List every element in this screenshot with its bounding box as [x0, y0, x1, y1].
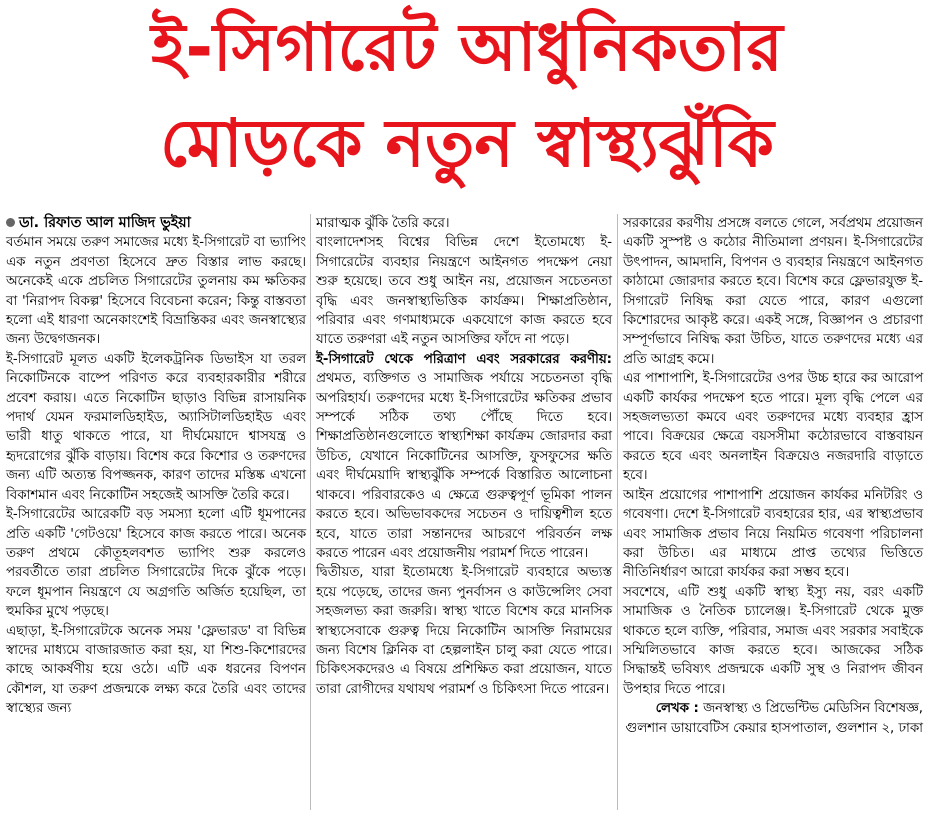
paragraph [316, 350, 612, 563]
paragraph: বর্তমান সময়ে তরুণ সমাজের মধ্যে ই-সিগারেট বা ভ্যাপিং এক নতুন প্রবণতা হিসেবে দ্রুত বিস্তার লাভ করছে। অনেকেই একে প্রচলিত সিগারেটের তুলনায় কম ক্ষতিকর বা 'নিরাপদ বিকল্প' হিসেবে বিবেচনা করেন; কিন্তু বাস্তবতা হলো এই ধারণা অনেকাংশেই বিভ্রান্তিকর এবং জনস্বাস্থ্যের জন্য উদ্বেগজনক। [6, 235, 306, 348]
writer-label: লেখক : [655, 701, 699, 717]
paragraph: ই-সিগারেটের আরেকটি বড় সমস্যা হলো এটি ধূমপানের প্রতি একটি 'গেটওয়ে' হিসেবে কাজ করতে পারে। অনেক তরুণ প্রথমে কৌতূহলবশত ভ্যাপিং শুরু করলেও পরবর্তীতে তারা প্রচলিত সিগারেটের দিকে ঝুঁকে পড়ে। ফলে ধূমপান নিয়ন্ত্রণে যে অগ্রগতি অর্জিত হয়েছিল, তা হুমকির মুখে পড়ছে। [6, 507, 306, 620]
headline-line-1: ই-সিগারেট আধুনিকতার [151, 9, 783, 86]
subheading: ই-সিগারেট থেকে পরিত্রাণ এবং সরকারের করণীয়: [316, 351, 612, 367]
paragraph: সরকারের করণীয় প্রসঙ্গে বলতে গেলে, সর্বপ্রথম প্রয়োজন একটি সুস্পষ্ট ও কঠোর নীতিমালা প্রণয়ন। ই-সিগারেটের উৎপাদন, আমদানি, বিপণন ও ব্যবহার নিয়ন্ত্রণে আইনগত কাঠামো জোরদার করতে হবে। বিশেষ করে ফ্লেভারযুক্ত ই-সিগারেট নিষিদ্ধ করা যেতে পারে, কারণ এগুলো কিশোরদের আকৃষ্ট করে। একই সঙ্গে, বিজ্ঞাপন ও প্রচারণা সম্পূর্ণভাবে নিষিদ্ধ করা উচিত, যাতে তরুণদের মধ্যে এর প্রতি আগ্রহ কমে। [623, 216, 923, 367]
headline [0, 2, 934, 194]
paragraph: মারাত্মক ঝুঁকি তৈরি করে। [316, 216, 450, 231]
column-3 [623, 214, 923, 738]
writer-text: জনস্বাস্থ্য ও প্রিভেন্টিভ মেডিসিন বিশেষজ্ঞ, গুলশান ডায়াবেটিস কেয়ার হাসপাতাল, গুলশান ২, ঢাকা [625, 701, 923, 736]
paragraph: এর পাশাপাশি, ই-সিগারেটের ওপর উচ্চ হারে কর আরোপ একটি কার্যকর পদক্ষেপ হতে পারে। মূল্য বৃদ্ধি পেলে এর সহজলভ্যতা কমবে এবং তরুণদের মধ্যে ব্যবহার হ্রাস পাবে। বিক্রয়ের ক্ষেত্রে বয়সসীমা কঠোরভাবে বাস্তবায়ন করতে হবে এবং অনলাইন বিক্রয়েও নজরদারি বাড়াতে হবে। [623, 371, 923, 484]
paragraph: বাংলাদেশসহ বিশ্বের বিভিন্ন দেশে ইতোমধ্যে ই-সিগারেটের ব্যবহার নিয়ন্ত্রণে আইনগত পদক্ষেপ নেয়া শুরু হয়েছে। তবে শুধু আইন নয়, প্রয়োজন সচেতনতা বৃদ্ধি এবং জনস্বাস্থ্যভিত্তিক কার্যক্রম। শিক্ষাপ্রতিষ্ঠান, পরিবার এবং গণমাধ্যমকে একযোগে কাজ করতে হবে যাতে তরুণরা এই নতুন আসক্তির ফাঁদে না পড়ে। [316, 235, 612, 348]
bullet-icon [6, 218, 15, 227]
paragraph: ই-সিগারেট মূলত একটি ইলেকট্রনিক ডিভাইস যা তরল নিকোটিনকে বাষ্পে পরিণত করে ব্যবহারকারীর শরীরে প্রবেশ করায়। এতে নিকোটিন ছাড়াও বিভিন্ন রাসায়নিক পদার্থ যেমন ফরমালডিহাইড, অ্যাসিটালডিহাইড এবং ভারী ধাতু থাকতে পারে, যা দীর্ঘমেয়াদে শ্বাসযন্ত্র ও হৃদরোগের ঝুঁকি বাড়ায়। বিশেষ করে কিশোর ও তরুণদের জন্য এটি অত্যন্ত বিপজ্জনক, কারণ তাদের মস্তিষ্ক এখনো বিকাশমান এবং নিকোটিন সহজেই আসক্তি তৈরি করে। [6, 351, 306, 503]
paragraph: দ্বিতীয়ত, যারা ইতোমধ্যে ই-সিগারেট ব্যবহারে অভ্যস্ত হয়ে পড়েছে, তাদের জন্য পুনর্বাসন ও কাউন্সেলিং সেবা সহজলভ্য করা জরুরি। স্বাস্থ্য খাতে বিশেষ করে মানসিক স্বাস্থ্যসেবাকে গুরুত্ব দিয়ে নিকোটিন আসক্তি নিরাময়ের জন্য বিশেষ ক্লিনিক বা হেল্পলাইন চালু করা যেতে পারে। চিকিৎসকদেরও এ বিষয়ে প্রশিক্ষিত করা প্রয়োজন, যাতে তারা রোগীদের যথাযথ পরামর্শ ও চিকিৎসা দিতে পারেন। [316, 565, 612, 697]
column-2 [316, 214, 612, 699]
column-divider [310, 214, 311, 810]
paragraph-text: প্রথমত, ব্যক্তিগত ও সামাজিক পর্যায়ে সচেতনতা বৃদ্ধি অপরিহার্য। তরুণদের মধ্যে ই-সিগারেটের ক্ষতিকর প্রভাব সম্পর্কে সঠিক তথ্য পৌঁছে দিতে হবে। শিক্ষাপ্রতিষ্ঠানগুলোতে স্বাস্থ্যশিক্ষা কার্যক্রম জোরদার করা উচিত, যেখানে নিকোটিনের আসক্তি, ফুসফুসের ক্ষতি এবং দীর্ঘমেয়াদি স্বাস্থ্যঝুঁকি সম্পর্কে বিস্তারিত আলোচনা থাকবে। পরিবারকেও এ ক্ষেত্রে গুরুত্বপূর্ণ ভূমিকা পালন করতে হবে। অভিভাবকদের সচেতন ও দায়িত্বশীল হতে হবে, যাতে তারা সন্তানদের আচরণে পরিবর্তন লক্ষ করতে পারেন এবং প্রয়োজনীয় পরামর্শ দিতে পারেন। [316, 371, 612, 561]
author-byline [6, 214, 306, 233]
author-name: ডা. রিফাত আল মাজিদ ভুইয়া [19, 215, 191, 231]
paragraph: এছাড়া, ই-সিগারেটকে অনেক সময় 'ফ্লেভারড' বা বিভিন্ন স্বাদের মাধ্যমে বাজারজাত করা হয়, যা শিশু-কিশোরদের কাছে আকর্ষণীয় হয়ে ওঠে। এটি এক ধরনের বিপণন কৌশল, যা তরুণ প্রজন্মকে লক্ষ্য করে তৈরি এবং তাদের স্বাস্থ্যের জন্য [6, 623, 306, 717]
writer-credit [623, 699, 923, 738]
paragraph: সবশেষে, এটি শুধু একটি স্বাস্থ্য ইস্যু নয়, বরং একটি সামাজিক ও নৈতিক চ্যালেঞ্জ। ই-সিগারেট থেকে মুক্ত থাকতে হলে ব্যক্তি, পরিবার, সমাজ এবং সরকার সবাইকে সম্মিলিতভাবে কাজ করতে হবে। আজকের সঠিক সিদ্ধান্তই ভবিষ্যৎ প্রজন্মকে একটি সুস্থ ও নিরাপদ জীবন উপহার দিতে পারে। [623, 584, 923, 697]
column-divider [617, 214, 618, 810]
column-1 [6, 214, 306, 719]
headline-line-2: মোড়কে নতুন স্বাস্থ্যঝুঁকি [160, 105, 774, 182]
paragraph: আইন প্রয়োগের পাশাপাশি প্রয়োজন কার্যকর মনিটরিং ও গবেষণা। দেশে ই-সিগারেট ব্যবহারের হার, এর স্বাস্থ্যপ্রভাব এবং সামাজিক প্রভাব নিয়ে নিয়মিত গবেষণা পরিচালনা করা উচিত। এর মাধ্যমে প্রাপ্ত তথ্যের ভিত্তিতে নীতিনির্ধারণ আরো কার্যকর করা সম্ভব হবে। [623, 487, 923, 581]
